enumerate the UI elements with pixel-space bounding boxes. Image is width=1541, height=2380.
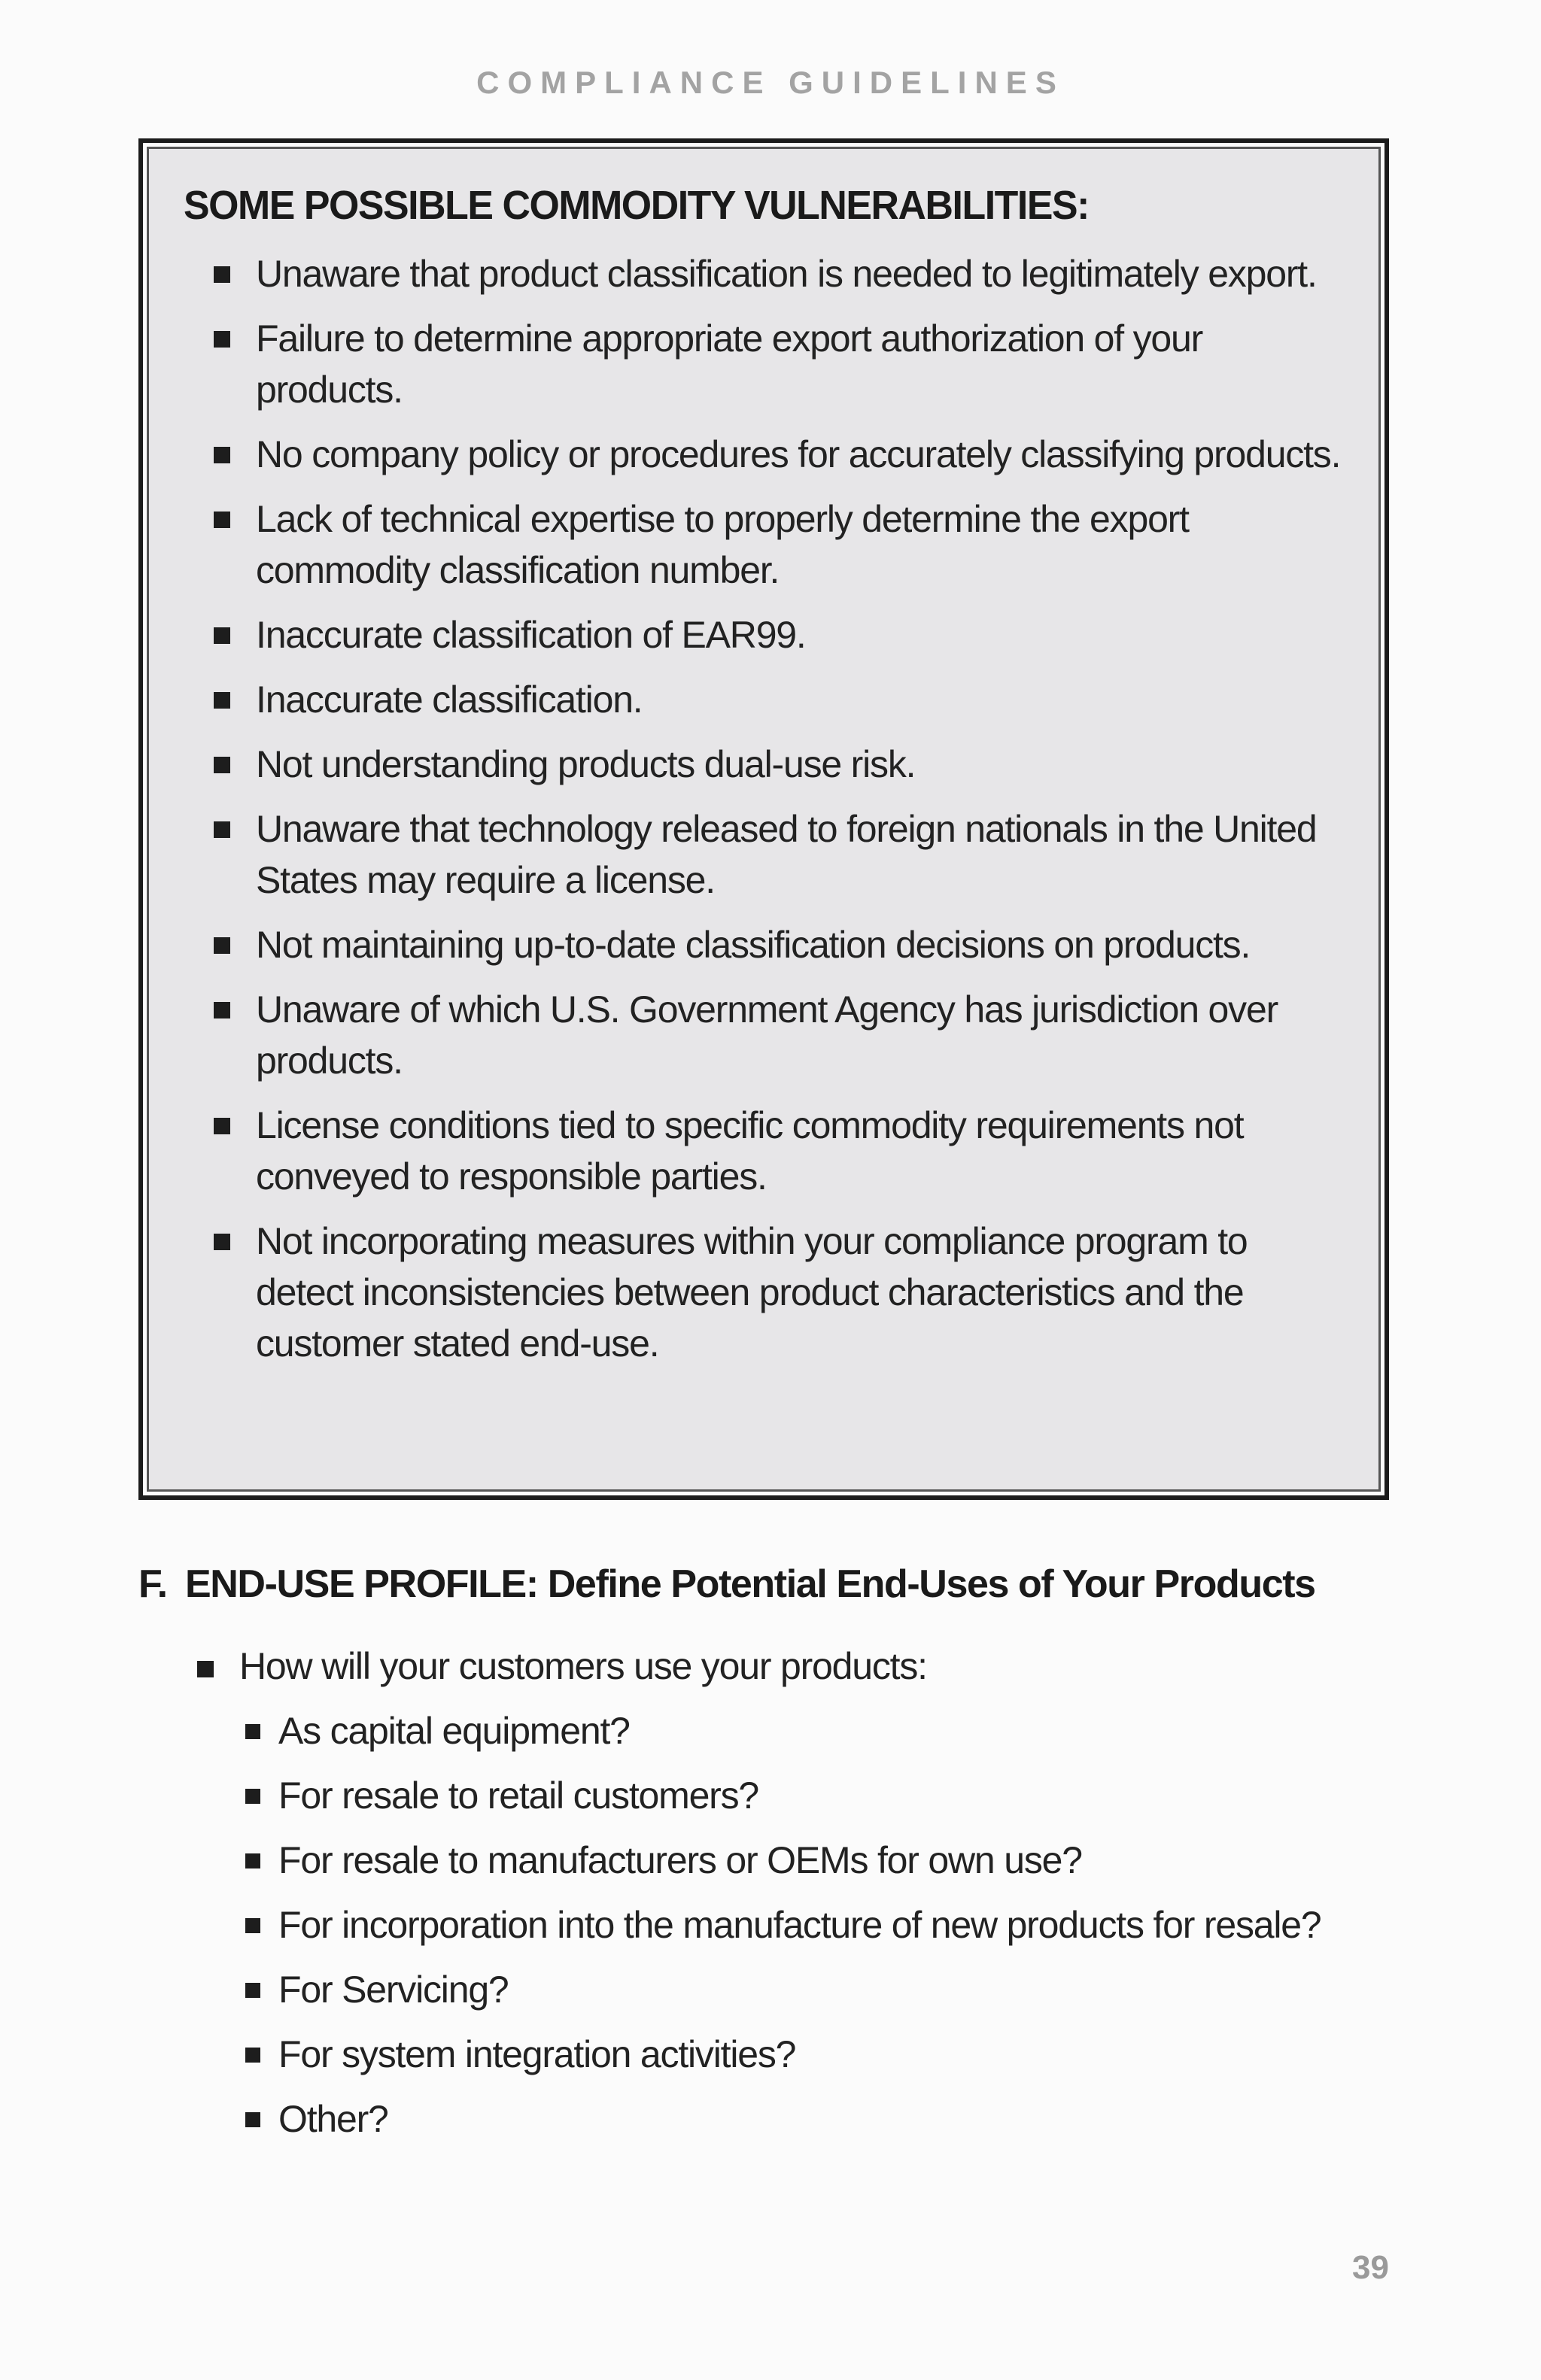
vulnerability-item: [184, 429, 1348, 480]
vulnerability-text: Not maintaining up-to-date classification decisions on products.: [256, 924, 1251, 966]
square-bullet-icon: [245, 1983, 260, 1998]
vulnerability-item: [184, 248, 1348, 299]
vulnerability-item: [184, 1100, 1348, 1202]
vulnerability-item: [184, 739, 1348, 790]
square-bullet-icon: [214, 821, 230, 838]
end-use-options-list: [278, 1709, 1321, 2162]
vulnerability-item: [184, 803, 1348, 906]
section-letter: F.: [138, 1562, 167, 1606]
end-use-option: [278, 2097, 1321, 2141]
vulnerability-item: [184, 313, 1348, 415]
vulnerability-item: [184, 1216, 1348, 1369]
end-use-option-text: As capital equipment?: [278, 1710, 630, 1752]
vulnerability-item: [184, 919, 1348, 970]
vulnerabilities-title: SOME POSSIBLE COMMODITY VULNERABILITIES:: [184, 183, 1089, 228]
end-use-option-text: For resale to manufacturers or OEMs for own use?: [278, 1839, 1082, 1881]
end-use-option: [278, 1968, 1321, 2011]
end-use-option-text: Other?: [278, 2098, 388, 2140]
square-bullet-icon: [214, 1002, 230, 1018]
vulnerability-item: [184, 493, 1348, 596]
square-bullet-icon: [245, 1853, 260, 1868]
square-bullet-icon: [214, 512, 230, 528]
square-bullet-icon: [214, 1234, 230, 1250]
vulnerability-text: Not understanding products dual-use risk.: [256, 743, 916, 785]
vulnerabilities-box-inner: [147, 147, 1381, 1492]
vulnerability-text: Inaccurate classification.: [256, 678, 643, 721]
vulnerability-text: Not incorporating measures within your compliance program to detect inconsistencies between product characteristics and the customer stated end-use.: [256, 1220, 1248, 1365]
square-bullet-icon: [245, 2048, 260, 2063]
square-bullet-icon: [214, 266, 230, 283]
square-bullet-icon: [197, 1661, 214, 1677]
vulnerabilities-list: [184, 248, 1348, 1369]
end-use-option-text: For Servicing?: [278, 1969, 509, 2011]
square-bullet-icon: [214, 757, 230, 773]
vulnerability-text: Inaccurate classification of EAR99.: [256, 614, 806, 656]
section-heading: [138, 1562, 1315, 1607]
vulnerability-item: [184, 984, 1348, 1086]
square-bullet-icon: [245, 1918, 260, 1933]
square-bullet-icon: [245, 1724, 260, 1739]
vulnerability-text: Lack of technical expertise to properly determine the export commodity classification number.: [256, 498, 1189, 591]
end-use-option-text: For resale to retail customers?: [278, 1774, 759, 1817]
end-use-option: [278, 1838, 1321, 1882]
section-title: END-USE PROFILE: Define Potential End-Uses of Your Products: [185, 1562, 1315, 1606]
end-use-option-text: For system integration activities?: [278, 2033, 796, 2075]
end-use-question-text: How will your customers use your products:: [239, 1645, 927, 1687]
vulnerability-text: Unaware of which U.S. Government Agency has jurisdiction over products.: [256, 988, 1278, 1082]
square-bullet-icon: [214, 937, 230, 954]
square-bullet-icon: [214, 627, 230, 644]
end-use-option: [278, 2032, 1321, 2076]
end-use-question: [239, 1644, 927, 1688]
vulnerabilities-box: [138, 138, 1389, 1500]
vulnerability-text: Unaware that technology released to foreign nationals in the United States may require a license.: [256, 808, 1317, 901]
end-use-option: [278, 1709, 1321, 1753]
page-number: 39: [1352, 2249, 1389, 2286]
square-bullet-icon: [214, 692, 230, 709]
vulnerability-item: [184, 609, 1348, 660]
vulnerability-text: Unaware that product classification is needed to legitimately export.: [256, 253, 1317, 295]
running-header: COMPLIANCE GUIDELINES: [476, 65, 1065, 100]
square-bullet-icon: [214, 447, 230, 463]
square-bullet-icon: [245, 1789, 260, 1804]
end-use-option: [278, 1903, 1321, 1947]
square-bullet-icon: [245, 2112, 260, 2127]
square-bullet-icon: [214, 1118, 230, 1134]
vulnerability-text: No company policy or procedures for accurately classifying products.: [256, 433, 1341, 475]
end-use-option-text: For incorporation into the manufacture of new products for resale?: [278, 1904, 1321, 1946]
vulnerability-text: Failure to determine appropriate export authorization of your products.: [256, 317, 1203, 411]
square-bullet-icon: [214, 331, 230, 348]
end-use-option: [278, 1774, 1321, 1817]
vulnerability-item: [184, 674, 1348, 725]
vulnerability-text: License conditions tied to specific commodity requirements not conveyed to responsible parties.: [256, 1104, 1244, 1198]
